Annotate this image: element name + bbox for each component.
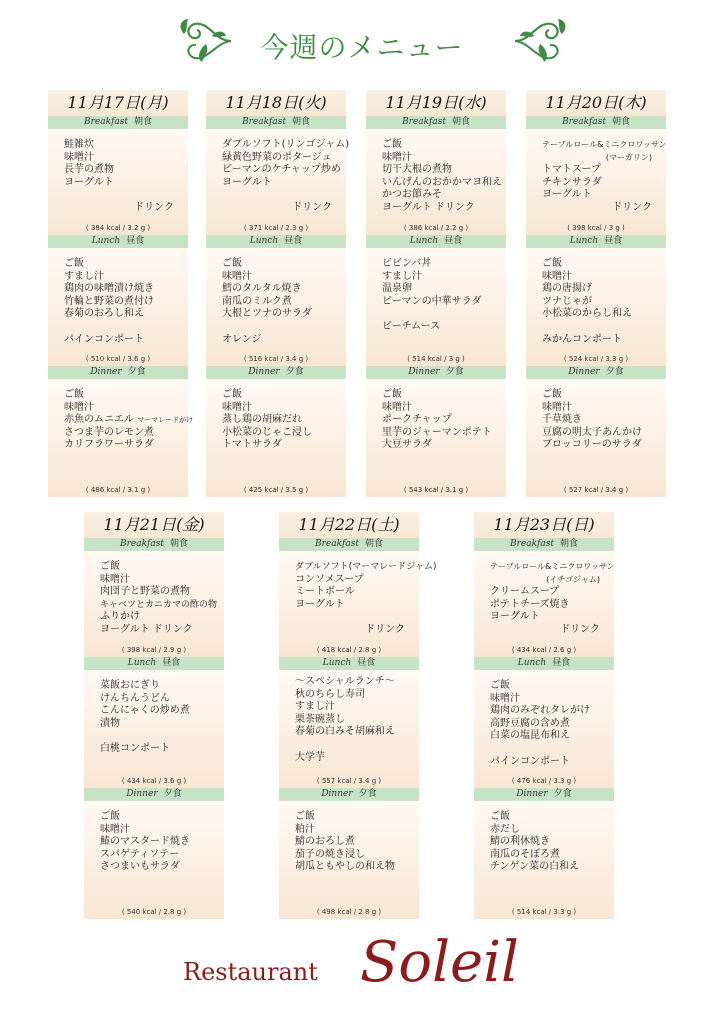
menu-item: 緑黄色野菜のポタージュ <box>222 151 332 163</box>
menu-item: 味噌汁 <box>490 692 520 704</box>
menu-item-note: (イチゴジャム) <box>546 574 600 584</box>
day-date: 11月20日(木) <box>526 90 666 116</box>
menu-item: ヨーグルト <box>490 611 540 623</box>
menu-item: 豆腐の明太子あんかけ <box>542 426 642 438</box>
meal-box-breakfast <box>84 551 224 657</box>
menu-item: パインコンポート <box>64 333 144 345</box>
meal-box-lunch <box>366 248 506 366</box>
menu-item: 味噌汁 <box>542 270 572 282</box>
meal-band-dinner: Dinner 夕食 <box>279 788 419 801</box>
day-column-mon <box>48 90 194 497</box>
menu-item: 竹輪と野菜の煮付け <box>64 295 154 307</box>
nutrition-info: ( 398 kcal / 3 g ) <box>567 224 625 232</box>
day-column-fri <box>84 512 224 919</box>
meal-box-dinner <box>366 379 506 497</box>
menu-item <box>64 321 180 334</box>
meal-band-lunch: Lunch 昼食 <box>474 657 614 670</box>
meal-band-dinner: Dinner 夕食 <box>474 788 614 801</box>
menu-item <box>382 308 498 321</box>
day-column-sun <box>474 512 614 919</box>
menu-item-note: マーマレードがけ <box>137 416 194 425</box>
menu-item: けんちんうどん <box>100 692 170 704</box>
menu-item: 鮭雑炊 <box>64 139 94 150</box>
nutrition-info: ( 434 kcal / 3.6 g ) <box>121 777 187 785</box>
meal-box-dinner <box>474 801 614 919</box>
nutrition-info: ( 398 kcal / 2.9 g ) <box>121 646 187 654</box>
menu-item: こんにゃくの炒め煮 <box>100 705 190 717</box>
day-date: 11月21日(金) <box>84 512 224 538</box>
menu-item: 味噌汁 <box>542 401 572 413</box>
nutrition-info: ( 498 kcal / 2.8 g ) <box>316 908 382 916</box>
nutrition-info: ( 514 kcal / 3 g ) <box>407 355 465 363</box>
meal-band-breakfast: Breakfast 朝食 <box>366 116 506 129</box>
nutrition-info: ( 557 kcal / 3.4 g ) <box>316 777 382 785</box>
menu-item-drink: ドリンク <box>365 623 405 635</box>
menu-item: みかんコンポート <box>542 333 622 345</box>
menu-item-drink: ドリンク <box>292 201 332 213</box>
menu-item: 鶏肉のみぞれタレがけ <box>490 705 590 717</box>
meal-band-dinner: Dinner 夕食 <box>48 366 188 379</box>
menu-item: 味噌汁 <box>100 573 130 585</box>
meal-box-dinner <box>84 801 224 919</box>
nutrition-info: ( 543 kcal / 3.1 g ) <box>403 486 469 494</box>
meal-band-lunch: Lunch 昼食 <box>279 657 419 670</box>
menu-item: 南瓜のミルク煮 <box>222 295 292 307</box>
meal-band-dinner: Dinner 夕食 <box>84 788 224 801</box>
menu-item: ご飯 <box>100 561 120 572</box>
menu-item: 小松菜のじゃこ浸し <box>222 426 312 438</box>
menu-item: さつまいもサラダ <box>100 861 180 873</box>
restaurant-footer <box>0 916 724 1006</box>
day-date: 11月22日(土) <box>279 512 419 538</box>
menu-item: 赤だし <box>490 823 520 835</box>
menu-item <box>100 730 216 743</box>
menu-item: 鶏の唐揚げ <box>542 283 592 295</box>
day-column-thu <box>526 90 666 497</box>
menu-item: 白桃コンポート <box>100 742 170 754</box>
menu-item: ツナじゃが <box>542 295 592 307</box>
meal-band-breakfast: Breakfast 朝食 <box>526 116 666 129</box>
menu-item: パインコンポート <box>490 755 570 767</box>
menu-item: 漬物 <box>100 717 120 729</box>
menu-item: 小松菜のからし和え <box>542 308 632 320</box>
meal-box-lunch <box>474 670 614 788</box>
menu-item: 秋のちらし寿司 <box>295 688 365 700</box>
menu-item <box>295 611 411 624</box>
flourish-right-icon <box>510 14 570 68</box>
menu-item: 温泉卵 <box>382 283 412 295</box>
menu-item-special: ～スペシャルランチ～ <box>295 676 395 687</box>
meal-box-breakfast <box>48 129 188 235</box>
menu-item <box>222 189 338 202</box>
nutrition-info: ( 425 kcal / 3.5 g ) <box>243 486 309 494</box>
menu-item: ご飯 <box>542 389 562 400</box>
meal-band-dinner: Dinner 夕食 <box>206 366 346 379</box>
nutrition-info: ( 371 kcal / 2.3 g ) <box>243 224 309 232</box>
meal-box-dinner <box>206 379 346 497</box>
meal-band-lunch: Lunch 昼食 <box>48 235 188 248</box>
menu-item: ご飯 <box>295 811 315 822</box>
menu-item: 南瓜のそぼろ煮 <box>490 848 560 860</box>
meal-band-dinner: Dinner 夕食 <box>366 366 506 379</box>
nutrition-info: ( 476 kcal / 3.3 g ) <box>511 777 577 785</box>
menu-item: ご飯 <box>382 389 402 400</box>
menu-item: 高野豆腐の含め煮 <box>490 717 570 729</box>
day-column-sat <box>279 512 437 919</box>
nutrition-info: ( 418 kcal / 2.8 g ) <box>316 646 382 654</box>
menu-item: 蒸し鶏の胡麻だれ <box>222 414 302 426</box>
menu-item: ご飯 <box>222 258 242 269</box>
menu-item: ミートボール <box>295 586 355 598</box>
nutrition-info: ( 524 kcal / 3.3 g ) <box>563 355 629 363</box>
menu-item: 長芋の煮物 <box>64 164 114 176</box>
restaurant-label: Restaurant <box>183 958 318 986</box>
menu-item: 鶏肉の味噌漬け焼き <box>64 283 154 295</box>
menu-item: チキンサラダ <box>542 176 602 188</box>
meal-band-breakfast: Breakfast 朝食 <box>84 538 224 551</box>
meal-box-lunch <box>48 248 188 366</box>
meal-band-lunch: Lunch 昼食 <box>206 235 346 248</box>
menu-item: ご飯 <box>490 680 510 691</box>
menu-item <box>295 739 411 752</box>
menu-item: 大学芋 <box>295 751 325 763</box>
nutrition-info: ( 514 kcal / 3.3 g ) <box>511 908 577 916</box>
menu-item: ヨーグルト ドリンク <box>382 201 475 213</box>
nutrition-info: ( 384 kcal / 3.2 g ) <box>85 224 151 232</box>
menu-item: ふりかけ <box>100 611 140 623</box>
nutrition-info: ( 486 kcal / 3.1 g ) <box>85 486 151 494</box>
menu-item: ポテトチーズ焼き <box>490 598 570 610</box>
menu-item: ご飯 <box>382 139 402 150</box>
nutrition-info: ( 540 kcal / 2.8 g ) <box>121 908 187 916</box>
menu-item: ビビンバ丼 <box>382 258 432 269</box>
meal-band-breakfast: Breakfast 朝食 <box>206 116 346 129</box>
meal-band-lunch: Lunch 昼食 <box>526 235 666 248</box>
menu-item: 春菊のおろし和え <box>64 308 144 320</box>
menu-item: ピーマンのケチャップ炒め <box>222 164 341 176</box>
menu-item: 鱈のタルタル焼き <box>222 283 302 295</box>
nutrition-info: ( 434 kcal / 2.6 g ) <box>511 646 577 654</box>
menu-item: 肉団子と野菜の煮物 <box>100 586 190 598</box>
meal-band-breakfast: Breakfast 朝食 <box>279 538 419 551</box>
menu-item: ピーマンの中華サラダ <box>382 295 482 307</box>
meal-band-breakfast: Breakfast 朝食 <box>474 538 614 551</box>
menu-item: ご飯 <box>64 258 84 269</box>
meal-box-dinner <box>48 379 194 497</box>
menu-item: 白菜の塩昆布和え <box>490 730 570 742</box>
menu-item: 千草焼き <box>542 414 582 426</box>
menu-item: ポークチャップ <box>382 414 452 426</box>
meal-band-lunch: Lunch 昼食 <box>84 657 224 670</box>
menu-item: ダブルソフト(リンゴジャム) <box>222 139 350 150</box>
menu-item: カリフラワーサラダ <box>64 439 154 451</box>
menu-item: 鰆のマスタード焼き <box>100 836 190 848</box>
menu-item: ご飯 <box>64 389 84 400</box>
menu-item <box>490 743 606 756</box>
menu-item: 茄子の焼き浸し <box>295 848 365 860</box>
menu-item-drink: ドリンク <box>134 201 174 213</box>
meal-box-lunch <box>279 670 419 788</box>
menu-item: 味噌汁 <box>64 151 94 163</box>
nutrition-info: ( 516 kcal / 3.4 g ) <box>243 355 309 363</box>
menu-item: スパゲティソテー <box>100 848 180 860</box>
menu-item: コンソメスープ <box>295 573 364 585</box>
menu-item: 赤魚のムニエル マーマレードがけ <box>64 414 194 426</box>
menu-item <box>222 321 338 334</box>
menu-item: 鯖の利休焼き <box>490 836 550 848</box>
day-column-tue <box>206 90 350 497</box>
menu-item: キャベツとカニカマの酢の物 <box>100 599 218 610</box>
day-date: 11月17日(月) <box>48 90 188 116</box>
menu-item: ご飯 <box>100 811 120 822</box>
meal-box-dinner <box>279 801 419 919</box>
day-date: 11月18日(火) <box>206 90 346 116</box>
meal-box-breakfast <box>526 129 666 235</box>
meal-box-dinner <box>526 379 666 497</box>
menu-item: ヨーグルト <box>222 176 272 188</box>
meal-box-breakfast <box>279 551 437 657</box>
meal-box-breakfast <box>366 129 506 235</box>
menu-item <box>64 189 180 202</box>
menu-item: 胡瓜ともやしの和え物 <box>295 861 395 873</box>
menu-item: 切干大根の煮物 <box>382 164 452 176</box>
meal-box-breakfast <box>206 129 350 235</box>
menu-item: 春菊の白みそ胡麻和え <box>295 726 395 738</box>
menu-item: ヨーグルト ドリンク <box>100 623 193 635</box>
menu-item: 粕汁 <box>295 823 315 835</box>
menu-item: 大豆サラダ <box>382 439 432 451</box>
meal-box-lunch <box>206 248 346 366</box>
menu-item: 栗茶碗蒸し <box>295 713 345 725</box>
menu-item: トマトスープ <box>542 164 601 176</box>
menu-item: ダブルソフト(マーマレードジャム) <box>295 562 437 572</box>
menu-item: テーブルロール&ミニクロワッサン <box>490 562 615 571</box>
nutrition-info: ( 527 kcal / 3.4 g ) <box>563 486 629 494</box>
menu-item: いんげんのおかかマヨ和え <box>382 176 502 188</box>
menu-item: ヨーグルト <box>542 189 592 201</box>
menu-item: チンゲン菜の白和え <box>490 861 580 873</box>
meal-box-lunch <box>84 670 224 788</box>
menu-item: ヨーグルト <box>64 176 114 188</box>
menu-item: 大根とツナのサラダ <box>222 308 312 320</box>
menu-item: テーブルロール&ミニクロワッサン <box>542 140 667 149</box>
nutrition-info: ( 510 kcal / 3.6 g ) <box>85 355 151 363</box>
menu-item: すまし汁 <box>382 270 422 282</box>
menu-item: 菜飯おにぎり <box>100 680 160 691</box>
menu-item: ヨーグルト <box>295 598 345 610</box>
menu-item-note: (マーガリン) <box>605 152 652 162</box>
page-title: 今週のメニュー <box>260 31 464 64</box>
menu-item: ご飯 <box>490 811 510 822</box>
menu-item: すまし汁 <box>64 270 104 282</box>
menu-item-drink: ドリンク <box>612 201 652 213</box>
meal-box-breakfast <box>474 551 614 657</box>
menu-item <box>542 321 658 334</box>
meal-band-breakfast: Breakfast 朝食 <box>48 116 188 129</box>
menu-item: ご飯 <box>542 258 562 269</box>
menu-item: 鯖のおろし煮 <box>295 836 355 848</box>
meal-box-lunch <box>526 248 666 366</box>
menu-item: オレンジ <box>222 333 262 345</box>
menu-item: さつま芋のレモン煮 <box>64 426 154 438</box>
menu-item: ブロッコリーのサラダ <box>542 439 642 451</box>
nutrition-info: ( 386 kcal / 2.2 g ) <box>403 224 469 232</box>
menu-item: 味噌汁 <box>222 401 252 413</box>
meal-band-lunch: Lunch 昼食 <box>366 235 506 248</box>
menu-item: かつお節みそ <box>382 189 442 201</box>
menu-item: すまし汁 <box>295 701 335 713</box>
menu-item: 味噌汁 <box>382 401 412 413</box>
menu-item: トマトサラダ <box>222 439 282 451</box>
menu-item: ご飯 <box>222 389 242 400</box>
meal-band-dinner: Dinner 夕食 <box>526 366 666 379</box>
menu-item: 里芋のジャーマンポテト <box>382 426 492 438</box>
day-column-wed <box>366 90 506 497</box>
menu-item: ピーチムース <box>382 320 441 332</box>
page-header <box>0 14 724 74</box>
menu-item: 味噌汁 <box>64 401 94 413</box>
restaurant-name: Soleil <box>360 930 519 995</box>
menu-item: 味噌汁 <box>100 823 130 835</box>
menu-item: 味噌汁 <box>382 151 412 163</box>
menu-item: クリームスープ <box>490 586 559 598</box>
day-date: 11月19日(水) <box>366 90 506 116</box>
menu-item: 味噌汁 <box>222 270 252 282</box>
day-date: 11月23日(日) <box>474 512 614 538</box>
menu-item-drink: ドリンク <box>560 623 600 635</box>
